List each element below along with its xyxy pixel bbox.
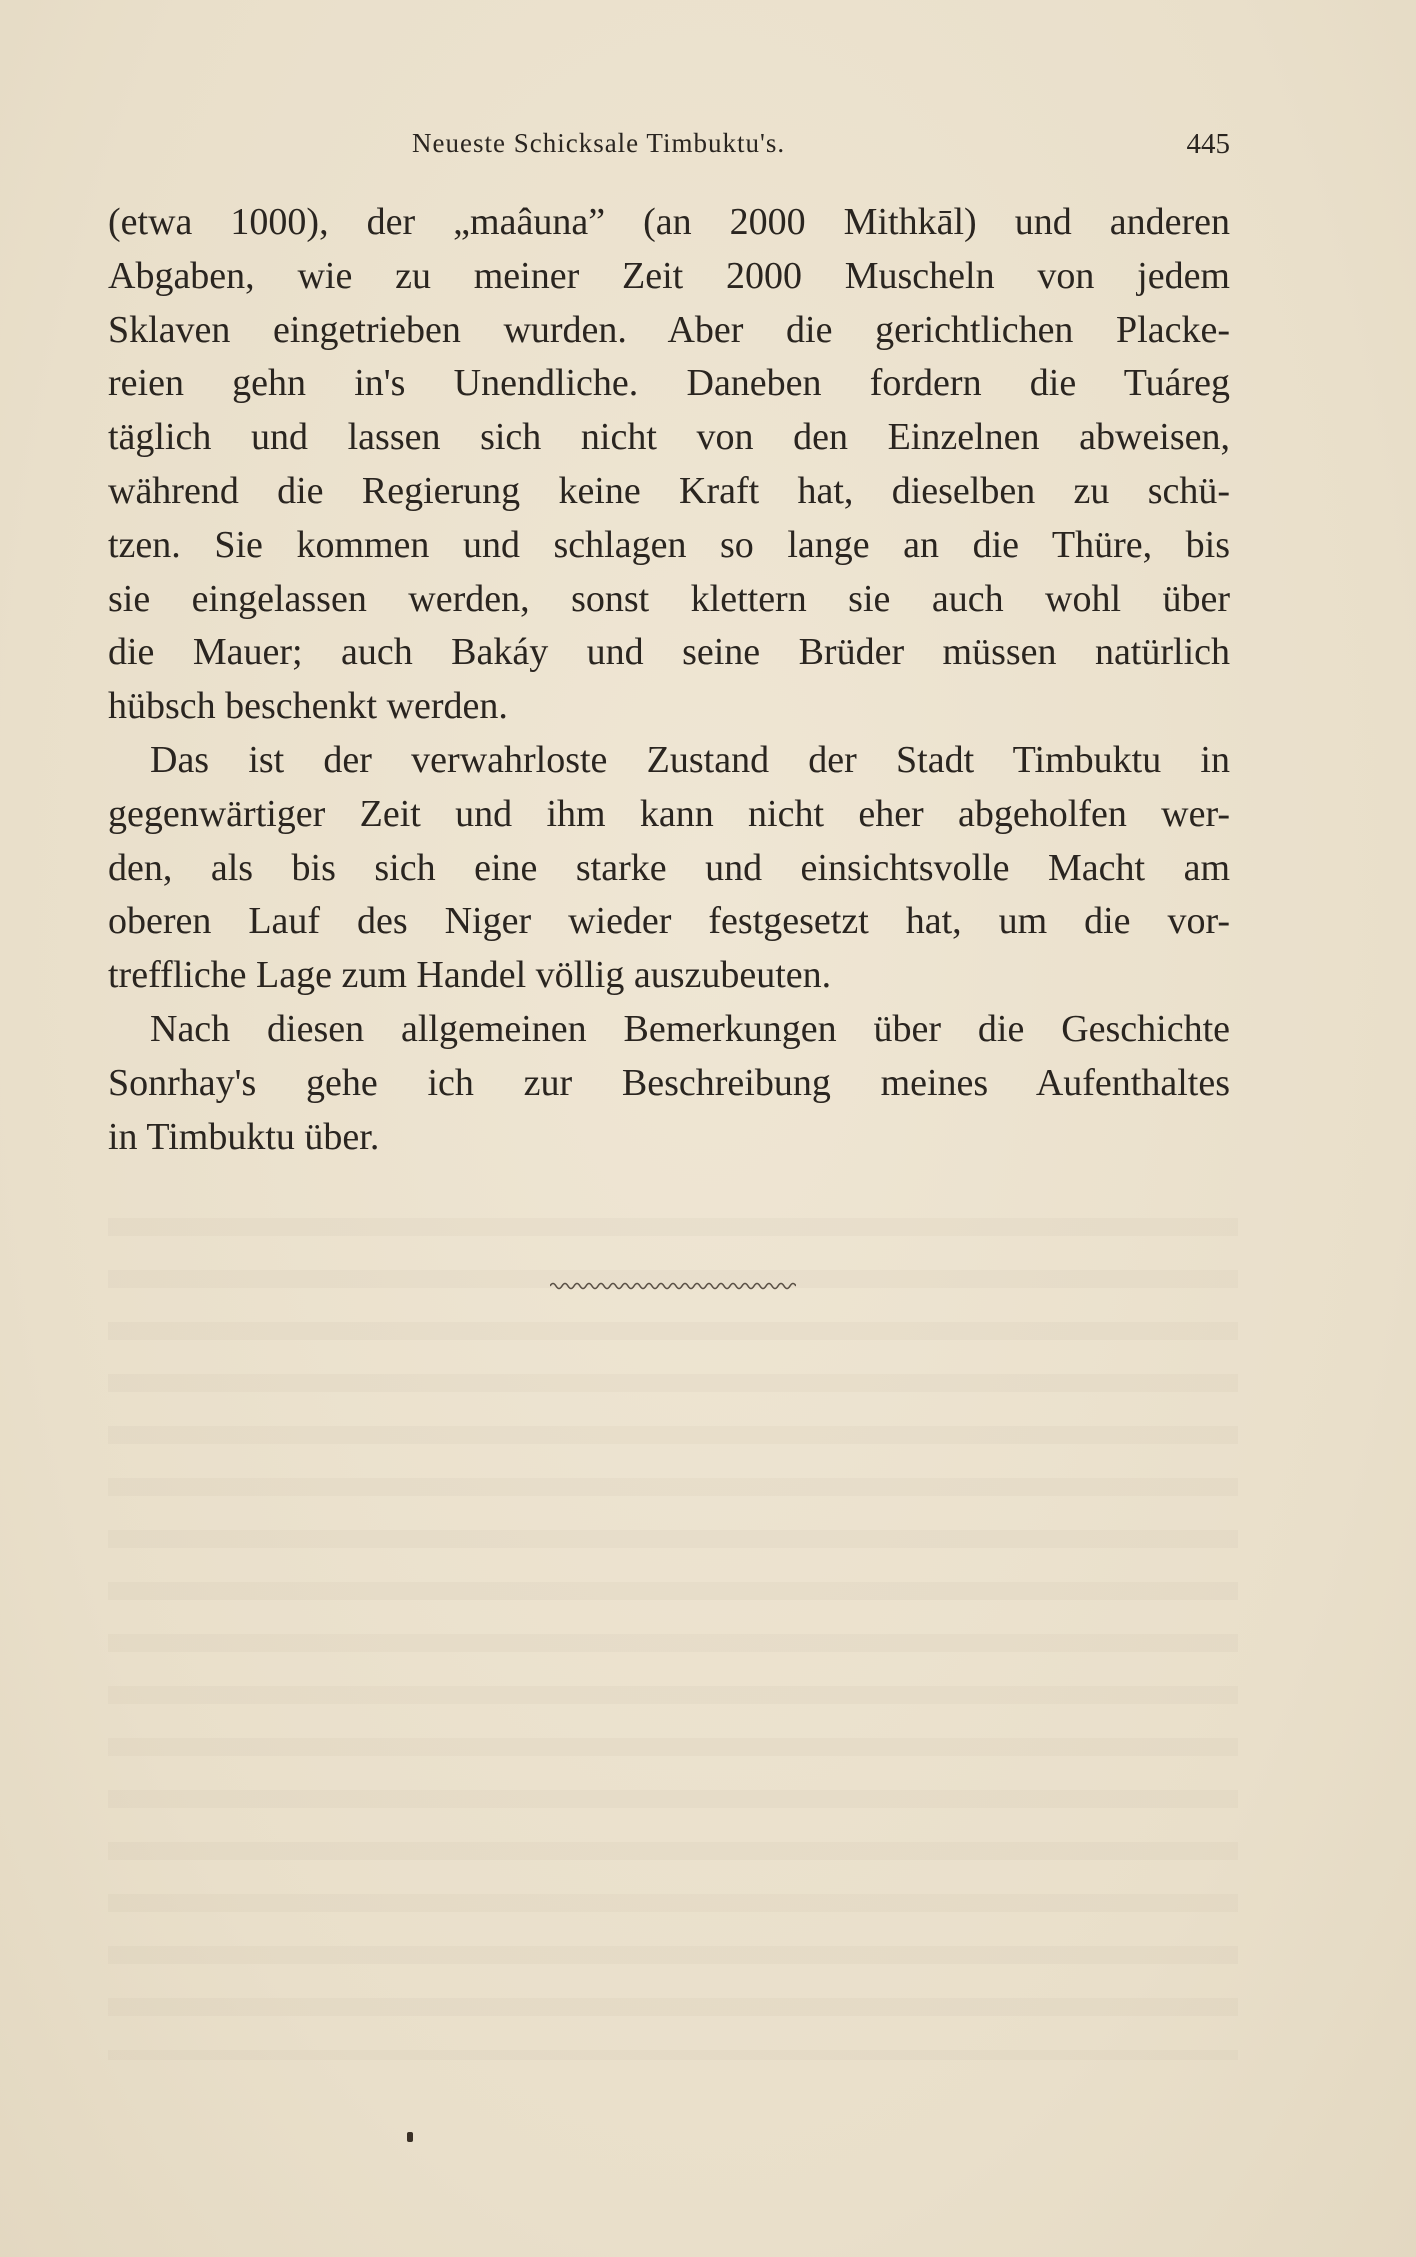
page-header [412, 128, 1230, 168]
text-line: die Mauer; auch Bakáy und seine Brüder müssen natürlich [108, 631, 1230, 674]
ink-speck [407, 2132, 413, 2142]
text-line: gegenwärtiger Zeit und ihm kann nicht eher abgeholfen wer- [108, 792, 1230, 835]
text-line: Das ist der verwahrloste Zustand der Stadt Timbuktu in [150, 738, 1230, 781]
page-number: 445 [1186, 128, 1230, 160]
text-line: täglich und lassen sich nicht von den Einzelnen abweisen, [108, 416, 1230, 459]
text-line: sie eingelassen werden, sonst klettern sie auch wohl über [108, 577, 1230, 620]
text-line: treffliche Lage zum Handel völlig auszubeuten. [108, 954, 832, 997]
text-line: während die Regierung keine Kraft hat, dieselben zu schü- [108, 469, 1230, 512]
text-line: oberen Lauf des Niger wieder festgesetzt hat, um die vor- [108, 900, 1230, 943]
text-line: in Timbuktu über. [108, 1115, 380, 1158]
text-line: Sklaven eingetrieben wurden. Aber die gerichtlichen Placke- [108, 308, 1230, 351]
text-line: den, als bis sich eine starke und einsichtsvolle Macht am [108, 846, 1230, 889]
text-line: tzen. Sie kommen und schlagen so lange an die Thüre, bis [108, 523, 1230, 566]
text-line: reien gehn in's Unendliche. Daneben fordern die Tuáreg [108, 362, 1230, 405]
running-head: Neueste Schicksale Timbuktu's. [412, 128, 786, 158]
text-line: hübsch beschenkt werden. [108, 685, 508, 728]
section-end-ornament [550, 1280, 796, 1292]
text-line: Abgaben, wie zu meiner Zeit 2000 Muscheln von jedem [108, 254, 1230, 297]
text-line: Sonrhay's gehe ich zur Beschreibung meines Aufenthaltes [108, 1061, 1230, 1104]
wavy-rule-icon [550, 1280, 796, 1292]
text-line: Nach diesen allgemeinen Bemerkungen über die Geschichte [150, 1007, 1230, 1050]
reverse-side-show-through [108, 1190, 1238, 2060]
text-line: (etwa 1000), der „maâuna” (an 2000 Mithkāl) und anderen [108, 201, 1230, 243]
body-text [108, 196, 1230, 1164]
